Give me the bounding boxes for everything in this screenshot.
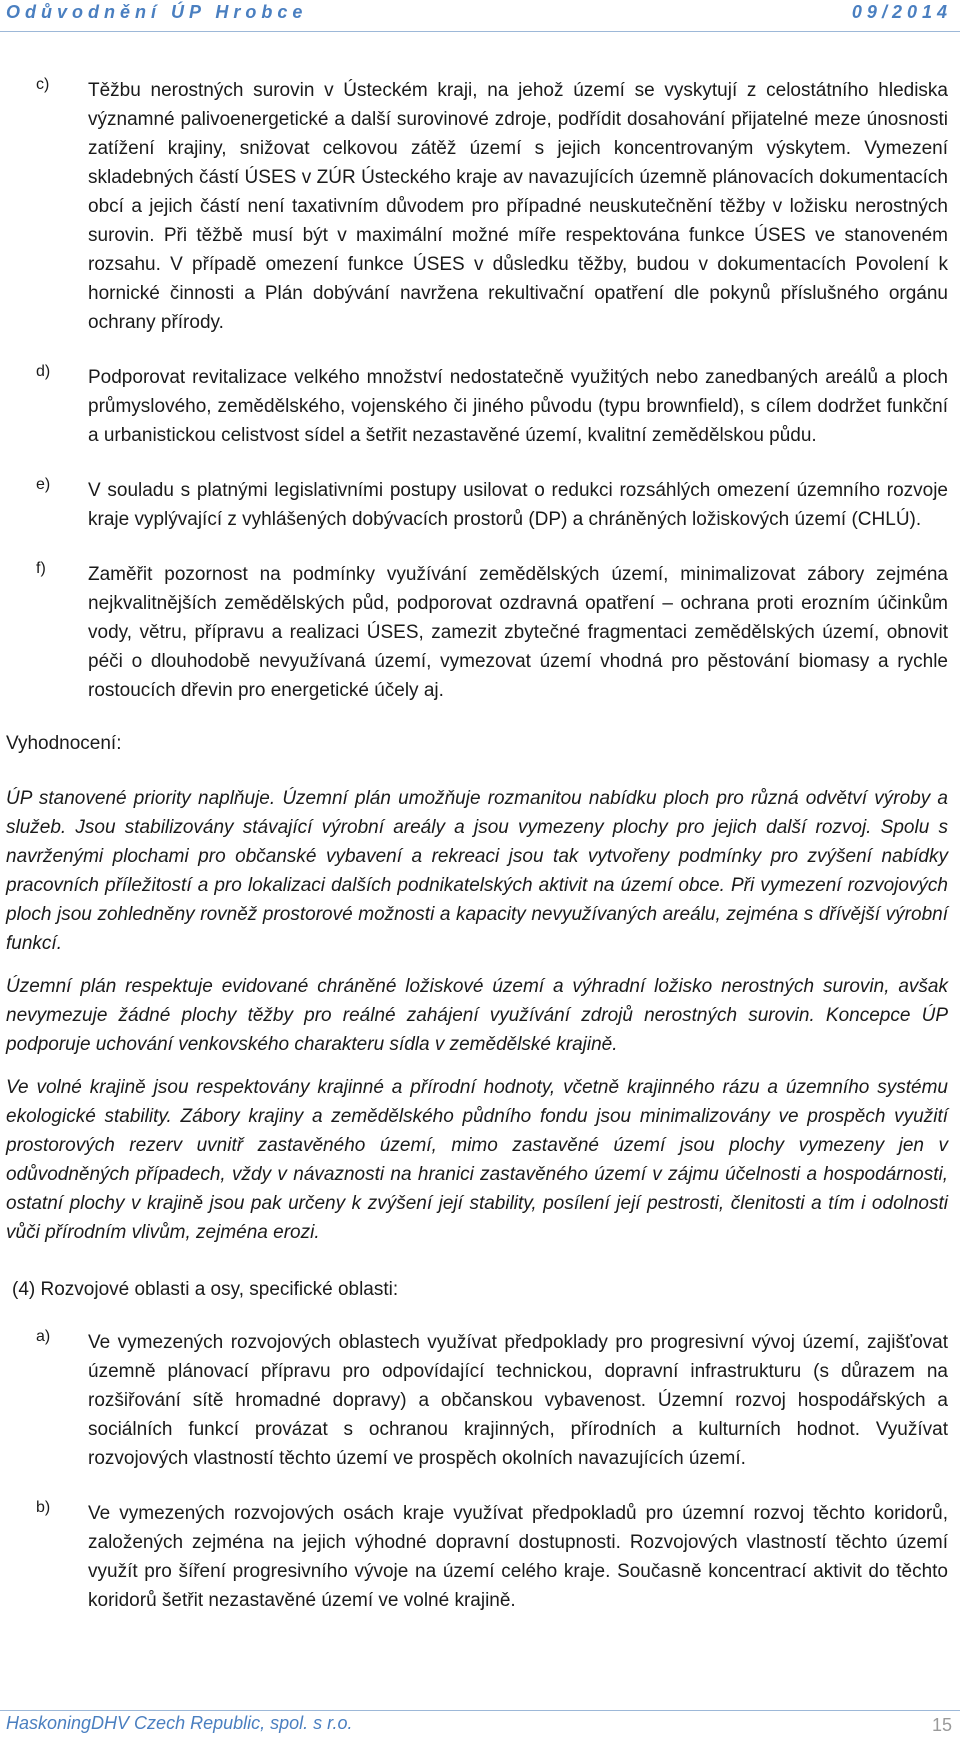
list-item-c: [0, 76, 960, 337]
list-item-text: Ve vymezených rozvojových osách kraje využívat předpokladů pro územní rozvoj těchto koridorů, založených zejména na jejich výhodné dopravní dostupnosti. Rozvojových vlastností těchto území využít pro šíření progresivního vývoje na území celého kraje. Současně koncentrací aktivit do těchto koridorů šetřit nezastavěné území ve volné krajině.: [88, 1503, 948, 1611]
evaluation-paragraph-1: ÚP stanovené priority naplňuje. Územní plán umožňuje rozmanitou nabídku ploch pro různá odvětví výroby a služeb. Jsou stabilizovány stávající výrobní areály a jsou vymezeny plochy pro jejich další rozvoj. Spolu s navrženými plochami pro občanské vybavení a rekreaci jsou tak vytvořeny podmínky pro zvýšení nabídky pracovních příležitostí a pro lokalizaci dalších podnikatelských aktivit na území obce. Při vymezení rozvojových ploch jsou zohledněny rovněž prostorové možnosti a kapacity nevyužívaných areálu, zejména s dřívější výrobní funkcí.: [6, 788, 948, 954]
list-item-text: Těžbu nerostných surovin v Ústeckém kraji, na jehož území se vyskytují z celostátního hlediska významné palivoenergetické a další surovinové zdroje, podřídit dosahování přijatelné meze únosnosti zatížení krajiny, snižovat celkovou zátěž území s jejich koncentrovaným výskytem. Vymezení skladebných částí ÚSES v ZÚR Ústeckého kraje av navazujících územně plánovacích dokumentacích obcí a jejich částí není taxativním důvodem pro případné neuskutečnění těžby v ložisku nerostných surovin. Při těžbě musí být v maximální možné míře respektována funkce ÚSES ve stanoveném rozsahu. V případě omezení funkce ÚSES v důsledku těžby, budou v dokumentacích Povolení k hornické činnosti a Plán dobývání navržena rekultivační opatření dle pokynů příslušného orgánu ochrany přírody.: [88, 80, 948, 333]
list-item-d: [0, 363, 960, 450]
list-item-text: Podporovat revitalizace velkého množství nedostatečně využitých nebo zanedbaných areálů a ploch průmyslového, zemědělského, vojenského či jiného původu (typu brownfield), s cílem dodržet funkční a urbanistickou celistvost sídel a šetřit nezastavěné území, kvalitní zemědělskou půdu.: [88, 367, 948, 446]
list-marker: b): [36, 1499, 51, 1516]
list-item-b: [0, 1499, 960, 1615]
page-content: [0, 76, 960, 1615]
list-marker: e): [36, 476, 51, 493]
evaluation-paragraph-3: Ve volné krajině jsou respektovány krajinné a přírodní hodnoty, včetně krajinného rázu a územního systému ekologické stability. Zábory krajiny a zemědělského půdního fondu jsou minimalizovány ve prospěch využití prostorových rezerv uvnitř zastavěného území, mimo zastavěné území jsou plochy vymezeny jen v odůvodněných případech, vždy v návaznosti na hranici zastavěného území v zájmu účelnosti a hospodárnosti, ostatní plochy v krajině jsou pak určeny k zvýšení její stability, posílení její pestrosti, členitosti a tím i odolnosti vůči přírodním vlivům, zejména erozi.: [6, 1077, 948, 1243]
document-title: Odůvodnění ÚP Hrobce: [6, 2, 308, 22]
list-item-text: Zaměřit pozornost na podmínky využívání zemědělských území, minimalizovat zábory zejména nejkvalitnějších zemědělských půd, podporovat ozdravná opatření – ochrana proti erozním účinkům vody, větru, přípravu a realizaci ÚSES, zamezit zbytečné fragmentaci zemědělských území, obnovit péči o dlouhodobě nevyužívaná území, vymezovat území vhodná pro pěstování biomasy a rychle rostoucích dřevin pro energetické účely aj.: [88, 564, 948, 701]
list-item-a: [0, 1328, 960, 1473]
list-marker: f): [36, 560, 46, 577]
list-marker: a): [36, 1328, 51, 1345]
list-item-f: [0, 560, 960, 705]
company-name: HaskoningDHV Czech Republic, spol. s r.o.: [6, 1713, 353, 1733]
evaluation-label: Vyhodnocení:: [6, 733, 122, 754]
footer-divider: [0, 1710, 960, 1711]
list-item-text: Ve vymezených rozvojových oblastech využívat předpoklady pro progresivní vývoj území, zajišťovat územně plánovací přípravu pro odpovídající technickou, dopravní infrastrukturu (s důrazem na rozšiřování sítě hromadné dopravy) a občanskou vybavenost. Územní rozvoj hospodářských a sociálních funkcí provázat s ochranou krajinných, přírodních a kulturních hodnot. Využívat rozvojových vlastností těchto území ve prospěch okolních navazujících území.: [88, 1332, 948, 1469]
list-item-text: V souladu s platnými legislativními postupy usilovat o redukci rozsáhlých omezení územního rozvoje kraje vyplývající z vyhlášených dobývacích prostorů (DP) a chráněných ložiskových území (CHLÚ).: [88, 480, 948, 530]
page-number: 15: [931, 1715, 952, 1735]
list-marker: d): [36, 363, 51, 380]
section-heading: (4) Rozvojové oblasti a osy, specifické oblasti:: [12, 1279, 399, 1300]
header-divider: [0, 31, 960, 32]
list-item-e: [0, 476, 960, 534]
list-marker: c): [36, 76, 50, 93]
evaluation-paragraph-2: Územní plán respektuje evidované chráněné ložiskové území a výhradní ložisko nerostných surovin, avšak nevymezuje žádné plochy těžby pro reálné zahájení využívání zdrojů nerostných surovin. Koncepce ÚP podporuje uchování venkovského charakteru sídla v zemědělské krajině.: [6, 976, 948, 1055]
page-header: [0, 2, 960, 24]
document-date: 09/2014: [851, 2, 952, 22]
page-footer: [6, 1713, 952, 1737]
